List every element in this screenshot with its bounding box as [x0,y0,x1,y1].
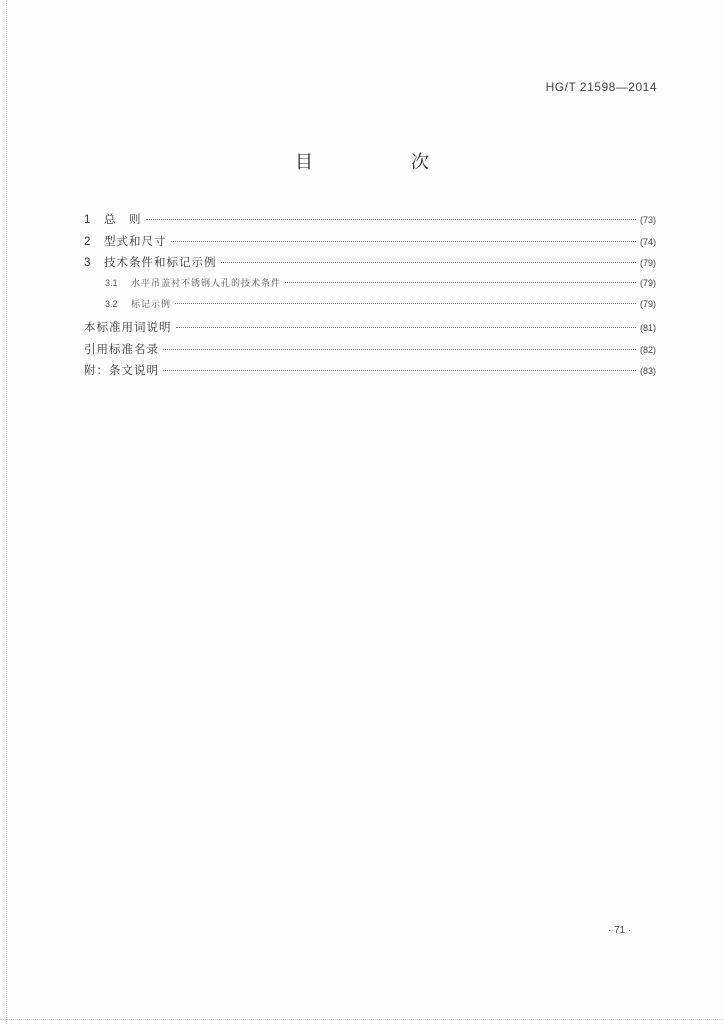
toc-entry-page: (79) [639,299,656,310]
toc-leader-dots [163,349,636,350]
toc-entry-label: 水平吊盖衬不锈钢人孔的技术条件 [131,278,282,289]
toc-entry-technical-conditions[interactable] [84,254,656,276]
toc-title: 目 次 [295,152,469,173]
toc-entry-label: 附：条文说明 [84,363,159,378]
table-of-contents [84,211,656,384]
toc-leader-dots [221,262,636,263]
toc-leader-dots [171,241,636,242]
scan-edge-bottom [0,1019,724,1020]
toc-entry-page: (74) [639,236,656,247]
toc-entry-number: 3.1 [105,277,118,288]
toc-entry-number: 3.2 [105,299,118,310]
toc-leader-dots [285,282,636,283]
toc-entry-label: 技术条件和标记示例 [104,255,217,270]
toc-leader-dots [163,370,636,371]
toc-entry-referenced-standards[interactable] [84,341,656,363]
standard-number: HG/T 21598—2014 [545,80,657,94]
toc-entry-label: 标记示例 [131,300,172,311]
toc-leader-dots [176,327,636,328]
toc-subentry-marking-example[interactable] [84,297,656,319]
toc-entry-page: (73) [639,215,656,225]
toc-entry-page: (83) [639,366,656,377]
toc-entry-page: (81) [639,322,656,333]
toc-entry-number: 2 [84,235,91,248]
toc-entry-general[interactable] [84,211,656,233]
toc-entry-label: 总 则 [104,212,142,226]
toc-leader-dots [175,303,636,304]
toc-entry-clause-explanation[interactable] [84,362,656,384]
toc-entry-label: 型式和尺寸 [104,233,167,248]
toc-entry-number: 1 [84,214,91,226]
toc-entry-label: 本标准用词说明 [84,319,172,334]
toc-leader-dots [146,219,636,220]
toc-entry-number: 3 [84,257,91,270]
toc-entry-wording-explanation[interactable] [84,319,656,341]
toc-entry-page: (82) [639,344,656,355]
toc-entry-types-dimensions[interactable] [84,233,656,255]
toc-entry-label: 引用标准名录 [84,341,159,356]
toc-entry-page: (79) [639,258,656,269]
toc-entry-page: (79) [639,277,656,288]
toc-subentry-manhole-conditions[interactable] [84,276,656,298]
page-number: · 71 · [608,925,632,936]
